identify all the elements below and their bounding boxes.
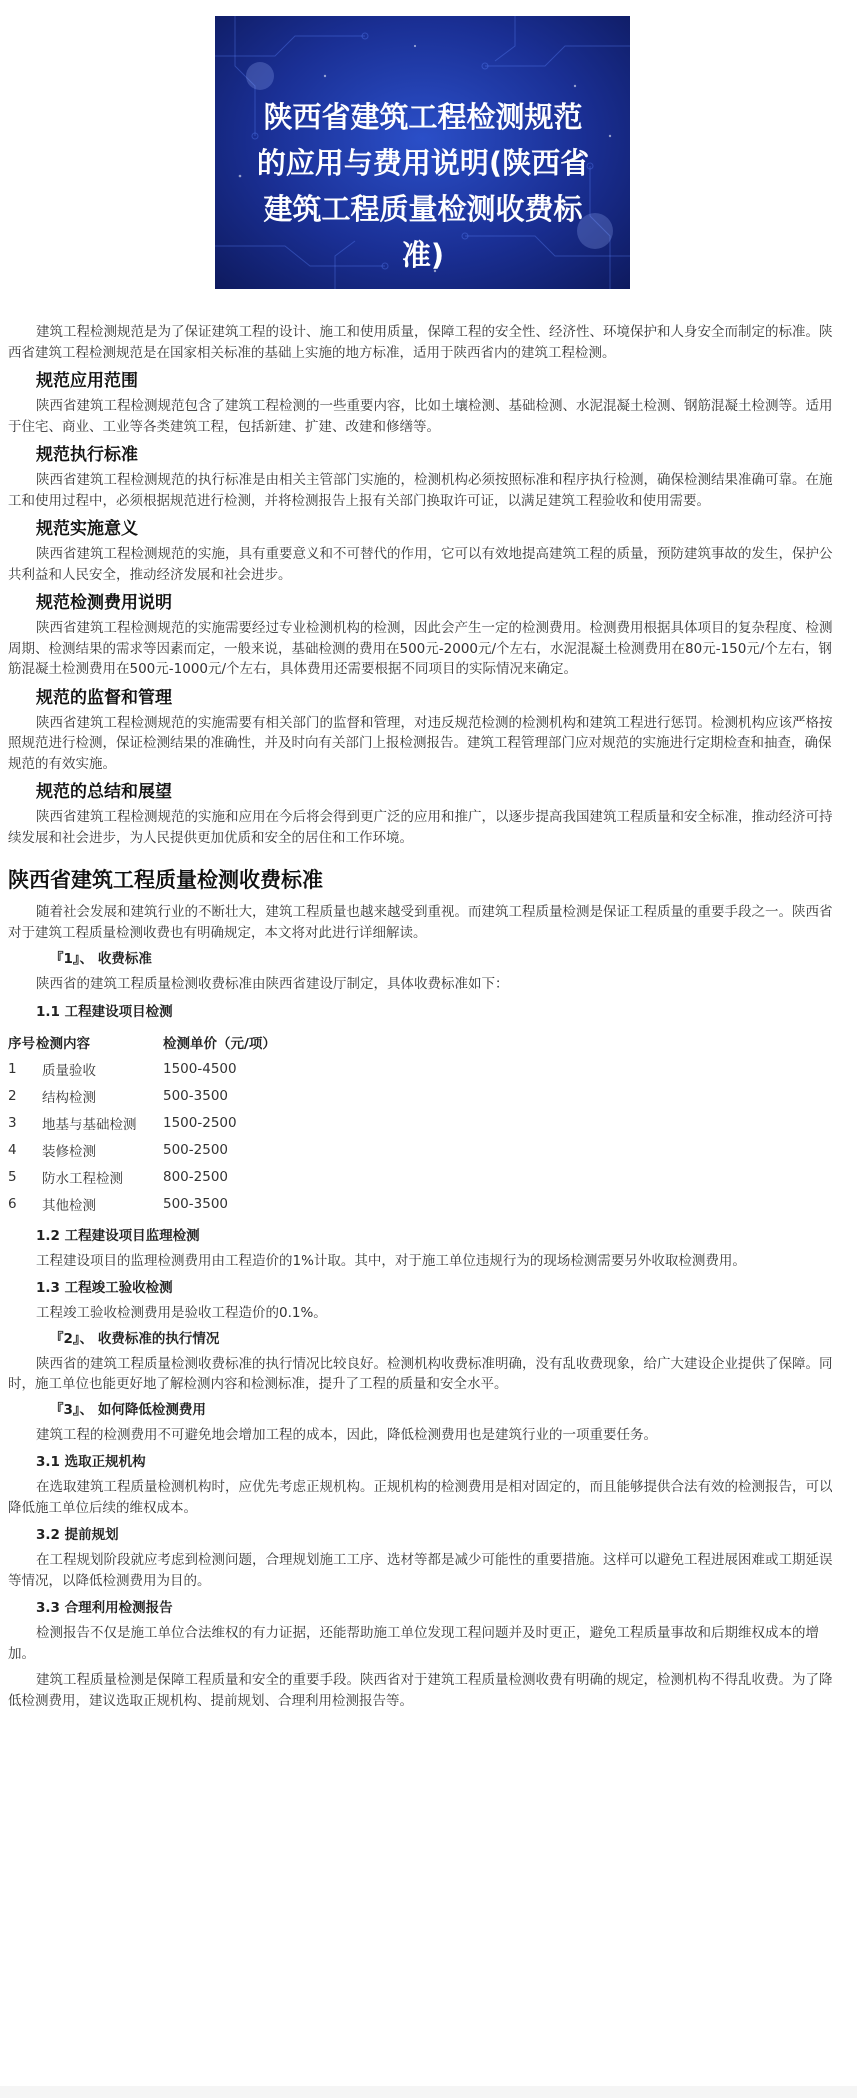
cell-no: 5	[8, 1169, 17, 1185]
table-row	[8, 1056, 343, 1083]
cell-content: 防水工程检测	[42, 1171, 123, 1187]
section-heading-significance: 规范实施意义	[36, 519, 138, 539]
cell-no: 6	[8, 1196, 17, 1212]
fee-table	[8, 1028, 343, 1218]
fee-table-header-row	[8, 1028, 343, 1056]
fee-standard-text: 陕西省的建筑工程质量检测收费标准由陕西省建设厅制定，具体收费标准如下：	[36, 976, 509, 992]
col-header-no: 序号	[8, 1035, 35, 1052]
table-row	[8, 1110, 343, 1137]
section-body-scope: 陕西省建筑工程检测规范包含了建筑工程检测的一些重要内容，比如土壤检测、基础检测、水泥混凝土检测、钢筋混凝土检测等。适用于住宅、商业、工业等各类建筑工程，包括新建、扩建、改建和修缮等。	[8, 398, 833, 435]
reduce-cost-text: 建筑工程的检测费用不可避免地会增加工程的成本，因此，降低检测费用也是建筑行业的一项重要任务。	[36, 1426, 657, 1443]
table-row	[8, 1164, 343, 1191]
cell-no: 1	[8, 1061, 17, 1077]
section-body-standard: 陕西省建筑工程检测规范的执行标准是由相关主管部门实施的，检测机构必须按照标准和程序执行检测，确保检测结果准确可靠。在施工和使用过程中，必须根据规范进行检测，并将检测报告上报有关部门换取许可证，以满足建筑工程验收和使用需要。	[8, 472, 833, 509]
heading-fee-standard: 『1』、 收费标准	[50, 951, 152, 967]
col-header-content: 检测内容	[36, 1035, 90, 1052]
intro-paragraph: 建筑工程检测规范是为了保证建筑工程的设计、施工和使用质量，保障工程的安全性、经济性、环境保护和人身安全而制定的标准。陕西省建筑工程检测规范是在国家相关标准的基础上实施的地方标准，适用于陕西省内的建筑工程检测。	[8, 324, 833, 361]
cell-price: 800-2500	[163, 1169, 228, 1185]
completion-inspection-text: 工程竣工验收检测费用是验收工程造价的0.1%。	[36, 1305, 327, 1321]
heading-use-reports: 3.3 合理利用检测报告	[36, 1600, 173, 1616]
heading-completion-inspection: 1.3 工程竣工验收检测	[36, 1280, 173, 1296]
plan-ahead-text: 在工程规划阶段就应考虑到检测问题，合理规划施工工序、选材等都是减少可能性的重要措施。这样可以避免工程进展困难或工期延误等情况，以降低检测费用为目的。	[8, 1552, 833, 1589]
table-row	[8, 1137, 343, 1164]
heading-project-inspection: 1.1 工程建设项目检测	[36, 1003, 173, 1020]
cell-price: 1500-4500	[163, 1061, 237, 1077]
cell-content: 装修检测	[42, 1144, 96, 1160]
cell-content: 结构检测	[42, 1090, 96, 1106]
choose-agency-text: 在选取建筑工程质量检测机构时，应优先考虑正规机构。正规机构的检测费用是相对固定的，而且能够提供合法有效的检测报告，可以降低施工单位后续的维权成本。	[8, 1479, 833, 1516]
section-heading-supervision: 规范的监督和管理	[36, 687, 172, 708]
table-row	[8, 1191, 343, 1218]
section-body-significance: 陕西省建筑工程检测规范的实施，具有重要意义和不可替代的作用，它可以有效地提高建筑工程的质量，预防建筑事故的发生，保护公共利益和人民安全，推动经济发展和社会进步。	[8, 546, 833, 583]
supervision-inspection-text: 工程建设项目的监理检测费用由工程造价的1%计取。其中，对于施工单位违规行为的现场检测需要另外收取检测费用。	[36, 1252, 746, 1269]
cell-price: 1500-2500	[163, 1115, 237, 1131]
section-body-outlook: 陕西省建筑工程检测规范的实施和应用在今后将会得到更广泛的应用和推广，以逐步提高我国建筑工程质量和安全标准，推动经济可持续发展和社会进步，为人民提供更加优质和安全的居住和工作环境。	[8, 809, 833, 846]
section-body-supervision: 陕西省建筑工程检测规范的实施需要有相关部门的监督和管理，对违反规范检测的检测机构和建筑工程进行惩罚。检测机构应该严格按照规范进行检测，保证检测结果的准确性，并及时向有关部门上报检测报告。建筑工程管理部门应对规范的实施进行定期检查和抽查，确保规范的有效实施。	[8, 714, 833, 772]
article-body	[8, 322, 840, 1711]
heading-reduce-cost: 『3』、 如何降低检测费用	[50, 1401, 206, 1418]
cell-content: 地基与基础检测	[42, 1117, 137, 1133]
section-heading-fees: 规范检测费用说明	[36, 593, 172, 613]
heading-supervision-inspection: 1.2 工程建设项目监理检测	[36, 1227, 200, 1244]
cell-no: 3	[8, 1115, 17, 1131]
use-reports-text: 检测报告不仅是施工单位合法维权的有力证据，还能帮助施工单位发现工程问题并及时更正，避免工程质量事故和后期维权成本的增加。	[8, 1625, 819, 1662]
table-row	[8, 1083, 343, 1110]
section-body-fees: 陕西省建筑工程检测规范的实施需要经过专业检测机构的检测，因此会产生一定的检测费用。检测费用根据具体项目的复杂程度、检测周期、检测结果的需求等因素而定，一般来说，基础检测的费用在500元-2000元/个左右，水泥混凝土检测费用在80元-150元/个左右，钢筋混凝土检测费用在500元-1000元/个左右，具体费用还需要根据不同项目的实际情况来确定。	[8, 620, 833, 677]
cell-content: 质量验收	[42, 1063, 96, 1079]
cell-no: 4	[8, 1142, 17, 1158]
execution-text: 陕西省的建筑工程质量检测收费标准的执行情况比较良好。检测机构收费标准明确，没有乱收费现象，给广大建设企业提供了保障。同时，施工单位也能更好地了解检测内容和检测标准，提升了工程的质量和安全水平。	[8, 1355, 833, 1392]
cell-price: 500-3500	[163, 1088, 228, 1104]
page-footer-band	[0, 2086, 857, 2098]
heading-choose-agency: 3.1 选取正规机构	[36, 1454, 146, 1470]
part2-title: 陕西省建筑工程质量检测收费标准	[8, 868, 323, 892]
closing-paragraph: 建筑工程质量检测是保障工程质量和安全的重要手段。陕西省对于建筑工程质量检测收费有明确的规定，检测机构不得乱收费。为了降低检测费用，建议选取正规机构、提前规划、合理利用检测报告等。	[8, 1672, 833, 1709]
cell-price: 500-3500	[163, 1196, 228, 1212]
part2-intro: 随着社会发展和建筑行业的不断壮大，建筑工程质量也越来越受到重视。而建筑工程质量检测是保证工程质量的重要手段之一。陕西省对于建筑工程质量检测收费也有明确规定，本文将对此进行详细解读。	[8, 904, 833, 941]
col-header-price: 检测单价（元/项）	[163, 1035, 276, 1052]
section-heading-scope: 规范应用范围	[36, 371, 138, 391]
section-heading-outlook: 规范的总结和展望	[36, 782, 172, 802]
title-banner-image	[215, 16, 630, 289]
cell-no: 2	[8, 1088, 17, 1104]
heading-execution: 『2』、 收费标准的执行情况	[50, 1330, 220, 1347]
banner-title: 陕西省建筑工程检测规范的应用与费用说明(陕西省建筑工程质量检测收费标准)	[256, 100, 590, 272]
section-heading-standard: 规范执行标准	[36, 445, 138, 465]
cell-price: 500-2500	[163, 1142, 228, 1158]
heading-plan-ahead: 3.2 提前规划	[36, 1527, 119, 1543]
cell-content: 其他检测	[42, 1198, 96, 1214]
